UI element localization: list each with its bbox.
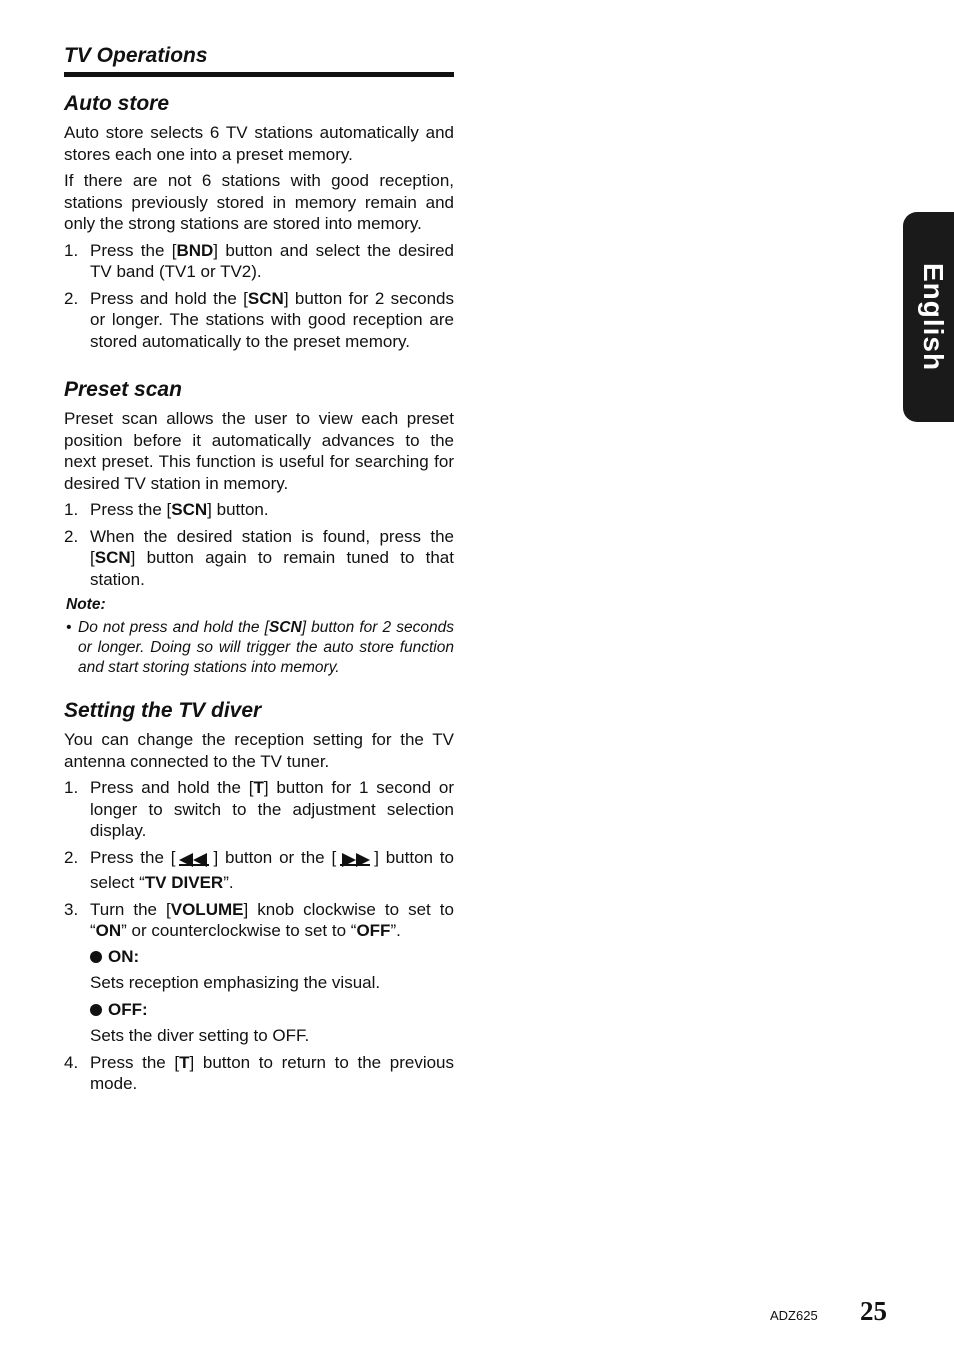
paragraph: Preset scan allows the user to view each preset position before it automatically advances to the next preset. This function is useful for searching for desired TV station in memory. bbox=[64, 409, 454, 493]
step-item: 1. Press the [BND] button and select the desired TV band (TV1 or TV2). bbox=[64, 240, 454, 281]
paragraph: Auto store selects 6 TV stations automatically and stores each one into a preset memory. bbox=[64, 123, 454, 164]
bullet-dot-icon bbox=[90, 951, 102, 963]
heading-tv-diver: Setting the TV diver bbox=[64, 699, 262, 722]
option-off: OFF: bbox=[90, 999, 454, 1021]
step-item: 1. Press and hold the [T] button for 1 second or longer to switch to the adjustment selection display. bbox=[64, 778, 454, 840]
note-label: Note: bbox=[66, 596, 106, 613]
step-item: 2. When the desired station is found, press the [SCN] button again to remain tuned to that station. bbox=[64, 526, 454, 589]
page-number: 25 bbox=[860, 1296, 887, 1326]
step-item: 2. Press and hold the [SCN] button for 2 seconds or longer. The stations with good reception are stored automatically to the preset memory. bbox=[64, 288, 454, 351]
option-on-desc: Sets reception emphasizing the visual. bbox=[90, 973, 381, 992]
step-item: 1. Press the [SCN] button. bbox=[64, 500, 269, 519]
paragraph: You can change the reception setting for the TV antenna connected to the TV tuner. bbox=[64, 730, 454, 771]
model-number: ADZ625 bbox=[770, 1308, 818, 1323]
language-label: English bbox=[918, 262, 949, 372]
content-column bbox=[64, 44, 454, 1100]
heading-auto-store: Auto store bbox=[64, 92, 169, 115]
steps-preset-scan bbox=[64, 499, 454, 590]
step-item: 2. Press the [ ] button or the [ ] button to select “TV DIVER”. bbox=[64, 847, 454, 892]
fast-forward-icon bbox=[338, 851, 372, 873]
section-title: TV Operations bbox=[64, 44, 454, 77]
paragraph: If there are not 6 stations with good reception, stations previously stored in memory remain and only the strong stations are stored into memory. bbox=[64, 171, 454, 233]
rewind-icon bbox=[177, 851, 211, 873]
step-item: 3. Turn the [VOLUME] knob clockwise to set to “ON” or counterclockwise to set to “OFF”. ON: Sets reception emphasizing the visual. OFF: Sets the diver setting to OFF. bbox=[64, 899, 454, 1045]
option-on: ON: bbox=[90, 946, 454, 968]
steps-tv-diver bbox=[64, 777, 454, 1095]
steps-auto-store bbox=[64, 240, 454, 353]
language-side-tab bbox=[903, 212, 954, 422]
step-item: 4. Press the [T] button to return to the previous mode. bbox=[64, 1052, 454, 1093]
option-off-desc: Sets the diver setting to OFF. bbox=[90, 1026, 310, 1045]
note-text: • Do not press and hold the [SCN] button for 2 seconds or longer. Doing so will trigger the auto store function and start storing stations into memory. bbox=[66, 619, 454, 676]
heading-preset-scan: Preset scan bbox=[64, 378, 182, 401]
bullet-dot-icon bbox=[90, 1004, 102, 1016]
